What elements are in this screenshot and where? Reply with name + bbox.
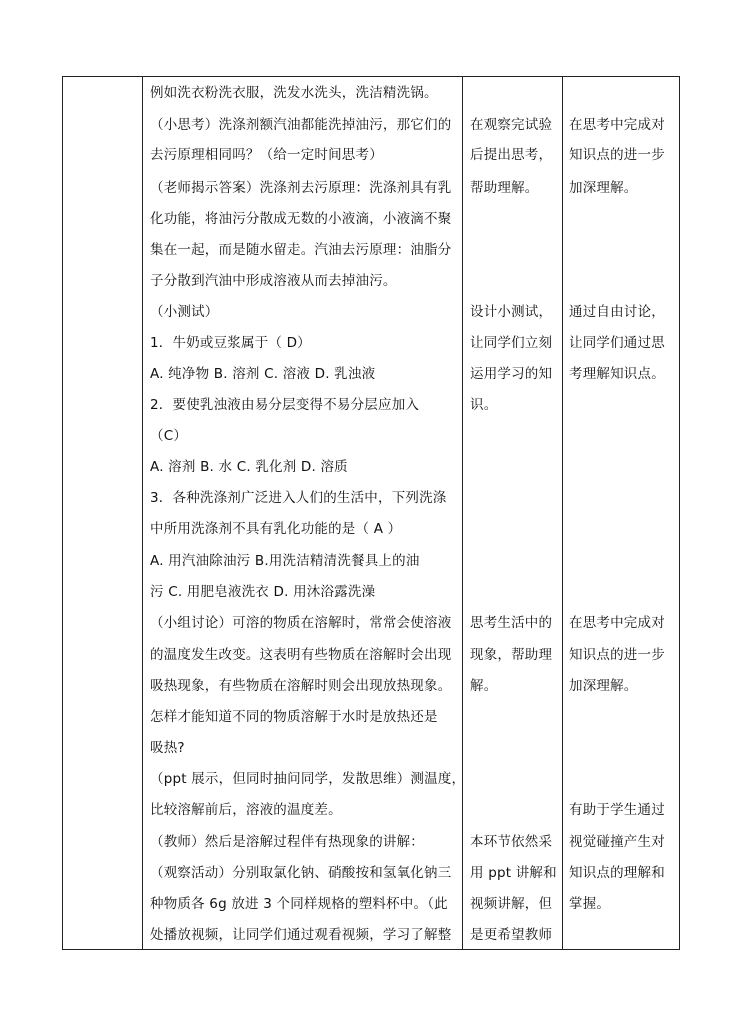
content-line: 例如洗衣粉洗衣服，洗发水洗头，洗洁精洗锅。 [150,85,438,101]
content-line: 吸热现象，有些物质在溶解时则会出现放热现象。 [150,678,452,694]
content-line: A. 用汽油除油污 B.用洗洁精清洗餐具上的油 [150,553,420,569]
content-line: 吸热? [150,740,185,756]
content-line: 2．要使乳浊液由易分层变得不易分层应加入 [150,397,420,413]
content-line: 怎样才能知道不同的物质溶解于水时是放热还是 [150,709,438,725]
content-line: A. 溶剂 B. 水 C. 乳化剂 D. 溶质 [150,459,348,475]
activity-line: 运用学习的知 [470,366,553,382]
intent-line: 知识点的进一步 [569,647,665,663]
column-divider-1 [142,77,143,949]
activity-line: 解。 [470,678,498,694]
activity-line: 是更希望教师 [470,927,553,943]
content-line: 去污原理相同吗？（给一定时间思考） [150,147,383,163]
intent-line: 通过自由讨论， [569,304,665,320]
content-line: 种物质各 6g 放进 3 个同样规格的塑料杯中。（此 [150,896,448,912]
intent-line: 在思考中完成对 [569,117,665,133]
content-line: A. 纯净物 B. 溶剂 C. 溶液 D. 乳浊液 [150,366,376,382]
content-line: 子分散到汽油中形成溶液从而去掉油污。 [150,273,397,289]
activity-line: 现象，帮助理 [470,647,553,663]
table-border-right [679,77,680,949]
content-line: （小思考）洗涤剂额汽油都能洗掉油污，那它们的 [150,117,452,133]
content-line: （教师）然后是溶解过程伴有热现象的讲解： [150,834,424,850]
intent-line: 有助于学生通过 [569,802,665,818]
intent-line: 在思考中完成对 [569,615,665,631]
intent-line: 让同学们通过思 [569,335,665,351]
activity-line: 帮助理解。 [470,180,539,196]
content-line: （观察活动）分别取氯化钠、硝酸按和氢氧化钠三 [150,865,452,881]
content-line: 处播放视频，让同学们通过观看视频，学习了解整 [150,927,452,943]
content-line: （老师揭示答案）洗涤剂去污原理：洗涤剂具有乳 [150,180,452,196]
intent-line: 知识点的进一步 [569,147,665,163]
activity-line: 在观察完试验 [470,117,553,133]
content-line: 3．各种洗涤剂广泛进入人们的生活中，下列洗涤 [150,490,447,506]
content-line: 的温度发生改变。这表明有些物质在溶解时会出现 [150,647,452,663]
content-line: 化功能，将油污分散成无数的小液滴，小液滴不聚 [150,211,452,227]
content-line: 比较溶解前后，溶液的温度差。 [150,802,342,818]
activity-line: 识。 [470,397,498,413]
content-line: 中所用洗涤剂不具有乳化功能的是（ A ） [150,521,402,537]
content-line: 集在一起，而是随水留走。汽油去污原理：油脂分 [150,242,452,258]
activity-line: 思考生活中的 [470,615,553,631]
intent-line: 视觉碰撞产生对 [569,834,665,850]
intent-line: 加深理解。 [569,180,638,196]
activity-line: 设计小测试， [470,304,553,320]
column-divider-2 [462,77,463,949]
content-line: （ppt 展示，但同时抽问同学，发散思维）测温度， [150,771,466,787]
content-line: 1．牛奶或豆浆属于（ D） [150,335,311,351]
activity-line: 视频讲解，但 [470,896,553,912]
activity-line: 让同学们立刻 [470,335,553,351]
intent-line: 加深理解。 [569,678,638,694]
intent-line: 掌握。 [569,896,611,912]
table-border-left [62,77,63,949]
intent-line: 知识点的理解和 [569,865,665,881]
content-line: 污 C. 用肥皂液洗衣 D. 用沐浴露洗澡 [150,584,376,600]
content-line: （小测试） [150,304,219,320]
intent-line: 考理解知识点。 [569,366,665,382]
activity-line: 本环节依然采 [470,834,553,850]
lesson-table [62,76,680,950]
activity-line: 后提出思考， [470,147,553,163]
activity-line: 用 ppt 讲解和 [470,865,557,881]
content-line: （C） [150,428,188,444]
content-line: （小组讨论）可溶的物质在溶解时，常常会使溶液 [150,615,452,631]
column-divider-3 [562,77,563,949]
